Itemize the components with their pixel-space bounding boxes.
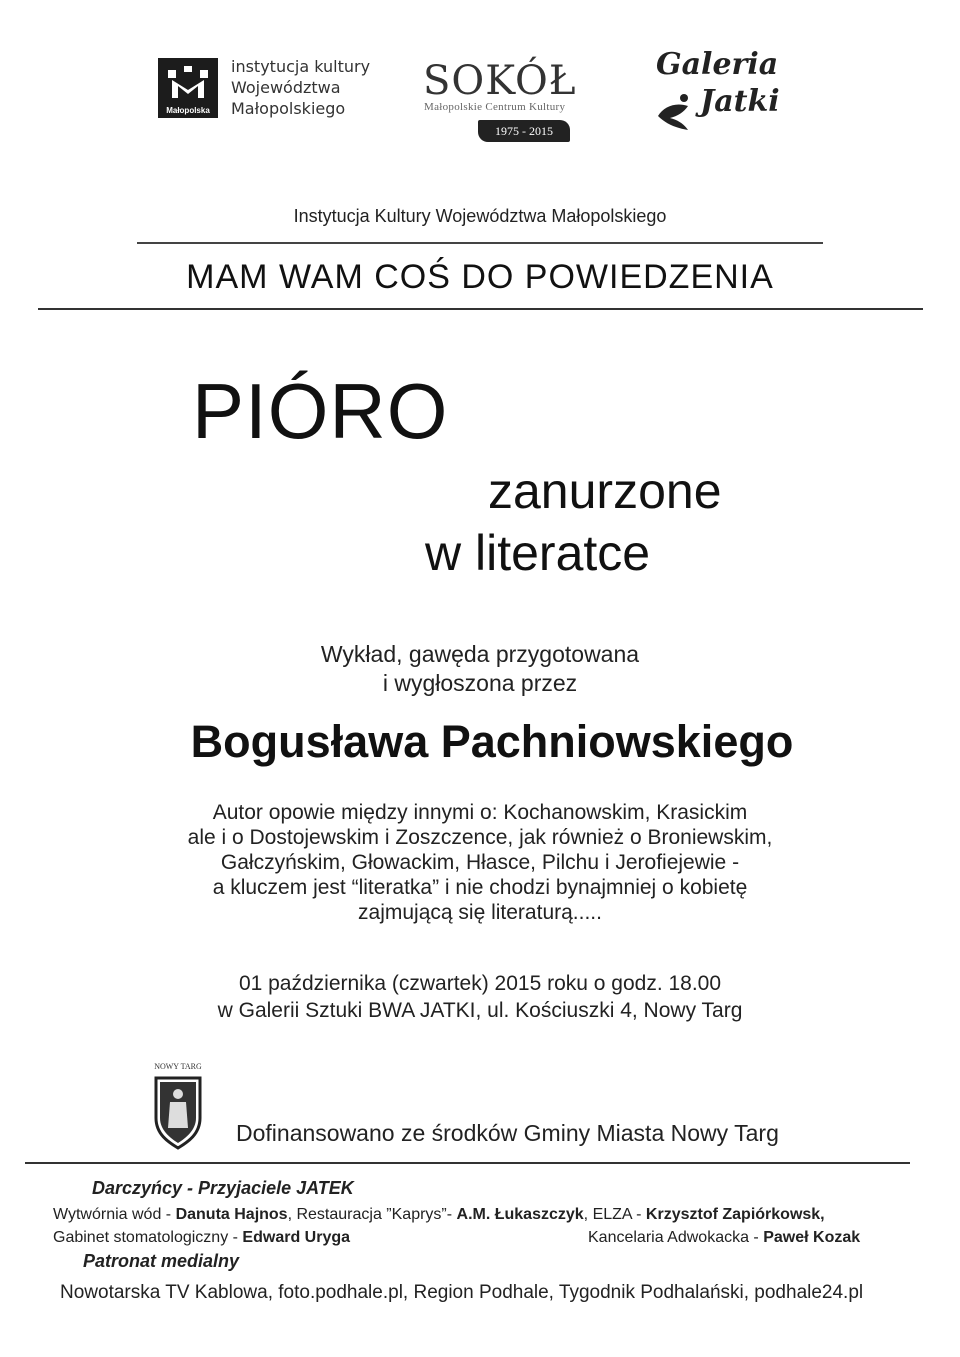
institution-line: Instytucja Kultury Województwa Małopolskiego	[293, 206, 667, 226]
sponsors-row	[588, 1229, 860, 1247]
sponsor-name: Krzysztof Zapiórkowsk,	[645, 1206, 825, 1223]
malopolska-emblem-icon	[166, 64, 210, 102]
intro-line: Wykład, gawęda przygotowana	[320, 641, 640, 667]
event-date-place	[0, 970, 960, 1024]
sponsor-text: Gabinet stomatologiczny -	[53, 1229, 243, 1246]
sponsor-name: Danuta Hajnos	[175, 1206, 288, 1223]
malopolska-text-line: Małopolskiego	[231, 99, 346, 118]
malopolska-badge-label: Małopolska	[166, 106, 210, 115]
divider	[38, 308, 923, 310]
event-subtitle-line2: w literatce	[425, 525, 651, 581]
description-line: zajmującą się literaturą.....	[358, 901, 602, 924]
funding-note: Dofinansowano ze środków Gminy Miasta Nowy Targ	[236, 1120, 779, 1146]
event-subtitle-line1: zanurzone	[488, 463, 722, 519]
media-partners: Nowotarska TV Kablowa, foto.podhale.pl, Region Podhale, Tygodnik Podhalański, podhale24.pl	[60, 1282, 864, 1303]
malopolska-logo	[158, 58, 218, 118]
nowy-targ-crest-icon	[150, 1062, 206, 1150]
sponsor-name: A.M. Łukaszczyk	[456, 1206, 584, 1223]
sokol-logo-years: 1975 - 2015	[478, 120, 570, 142]
divider	[25, 1162, 910, 1164]
sokol-logo-name: SOKÓŁ	[423, 58, 577, 104]
intro-line: i wygłoszona przez	[382, 670, 578, 696]
event-place: w Galerii Sztuki BWA JATKI, ul. Kościuszki 4, Nowy Targ	[217, 999, 743, 1022]
sponsor-text: , ELZA -	[583, 1206, 646, 1223]
sponsor-name: Paweł Kozak	[763, 1229, 861, 1246]
media-heading: Patronat medialny	[83, 1251, 240, 1271]
sponsors-row	[53, 1229, 350, 1247]
galeria-logo-line2: Jatki	[700, 84, 780, 119]
sponsor-name: Edward Uryga	[242, 1229, 351, 1246]
sponsors-row	[53, 1206, 825, 1224]
galeria-bird-icon	[654, 86, 698, 132]
sokol-logo-subtitle: Małopolskie Centrum Kultury	[424, 101, 566, 113]
event-title: PIÓRO	[192, 367, 449, 455]
event-date: 01 października (czwartek) 2015 roku o godz. 18.00	[238, 972, 722, 995]
series-title: MAM WAM COŚ DO POWIEDZENIA	[186, 258, 774, 296]
event-description	[0, 800, 960, 925]
malopolska-text-line: Województwa	[231, 78, 341, 97]
author-name: Bogusława Pachniowskiego	[190, 716, 794, 767]
sponsor-text: Wytwórnia wód -	[53, 1206, 176, 1223]
description-line: Gałczyńskim, Głowackim, Hłasce, Pilchu i Jerofiejewie -	[220, 851, 740, 874]
divider	[137, 242, 823, 244]
description-line: ale i o Dostojewskim i Zoszczence, jak również o Broniewskim,	[187, 826, 773, 849]
sponsors-heading: Darczyńcy - Przyjaciele JATEK	[92, 1178, 354, 1198]
crest-label: NOWY TARG	[154, 1062, 202, 1071]
sponsor-text: Kancelaria Adwokacka -	[588, 1229, 764, 1246]
malopolska-text-line: instytucja kultury	[231, 57, 371, 76]
event-intro	[0, 640, 960, 698]
sponsor-text: , Restauracja ”Kaprys”-	[287, 1206, 457, 1223]
malopolska-logo-text	[231, 56, 370, 119]
description-line: Autor opowie między innymi o: Kochanowskim, Krasickim	[212, 801, 748, 824]
description-line: a kluczem jest “literatka” i nie chodzi bynajmniej o kobietę	[212, 876, 748, 899]
galeria-logo-line1: Galeria	[656, 47, 779, 82]
